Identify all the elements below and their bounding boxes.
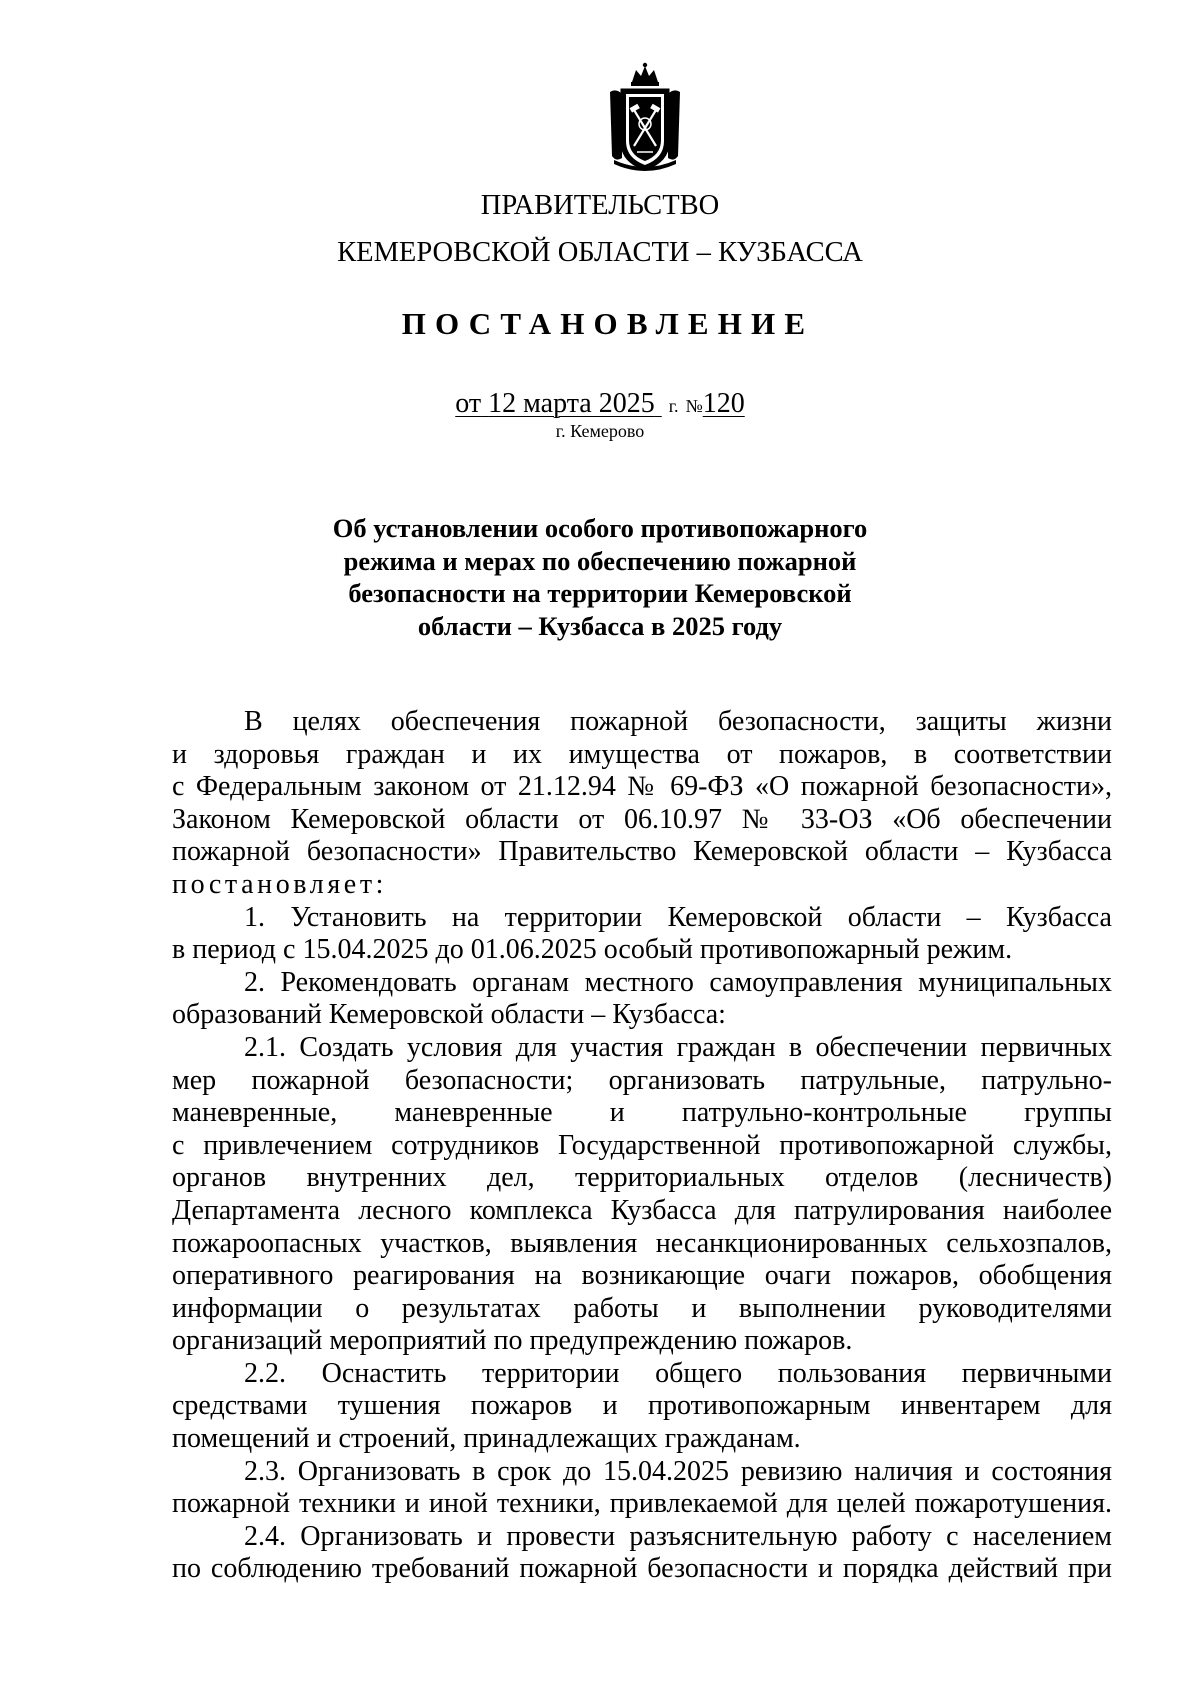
decree-subject xyxy=(300,512,900,642)
body-line: маневренные, маневренные и патрульно-контрольные группы xyxy=(172,1097,1112,1129)
body-line: по соблюдению требований пожарной безопасности и порядка действий при xyxy=(172,1553,1112,1585)
government-name-line1: ПРАВИТЕЛЬСТВО xyxy=(480,190,720,221)
body-line: 2.4. Организовать и провести разъяснительную работу с населением xyxy=(244,1520,1112,1552)
body-line: пожарной техники и иной техники, привлекаемой для целей пожаротушения. xyxy=(172,1488,1112,1520)
body-line: с привлечением сотрудников Государственной противопожарной службы, xyxy=(172,1129,1112,1161)
body-line: Департамента лесного комплекса Кузбасса для патрулирования наиболее xyxy=(172,1194,1112,1226)
subject-line: безопасности на территории Кемеровской xyxy=(348,578,852,608)
body-line: органов внутренних дел, территориальных отделов (лесничеств) xyxy=(172,1162,1112,1194)
government-name-line2: КЕМЕРОВСКОЙ ОБЛАСТИ – КУЗБАССА xyxy=(337,237,863,268)
decree-date-line xyxy=(0,390,1200,418)
body-line: пожарной безопасности» Правительство Кемеровской области – Кузбасса xyxy=(172,836,1112,868)
body-line: 1. Установить на территории Кемеровской области – Кузбасса xyxy=(244,901,1112,933)
body-line: Законом Кемеровской области от 06.10.97 № 33-ОЗ «Об обеспечении xyxy=(172,803,1112,835)
body-line: с Федеральным законом от 21.12.94 № 69-ФЗ «О пожарной безопасности», xyxy=(172,771,1112,803)
body-line: информации о результатах работы и выполнении руководителями xyxy=(172,1292,1112,1324)
coat-of-arms-icon xyxy=(606,62,684,172)
body-line-decrees: постановляет: xyxy=(172,868,388,900)
body-line: средствами тушения пожаров и противопожарным инвентарем для xyxy=(172,1390,1112,1422)
body-line: мер пожарной безопасности; организовать патрульные, патрульно- xyxy=(172,1064,1112,1096)
body-line: оперативного реагирования на возникающие очаги пожаров, обобщения xyxy=(172,1260,1112,1292)
decree-date-prefix: от xyxy=(455,388,482,419)
body-line: образований Кемеровской области – Кузбасса: xyxy=(172,999,726,1031)
city-name: г. Кемерово xyxy=(555,421,645,441)
subject-line: режима и мерах по обеспечению пожарной xyxy=(343,545,857,576)
subject-line: Об установлении особого противопожарного xyxy=(332,513,868,543)
number-sign: № xyxy=(685,396,703,416)
body-line: 2.3. Организовать в срок до 15.04.2025 ревизию наличия и состояния xyxy=(244,1455,1112,1487)
body-line: 2.2. Оснастить территории общего пользования первичными xyxy=(244,1357,1112,1389)
body-line: 2. Рекомендовать органам местного самоуправления муниципальных xyxy=(244,966,1112,998)
body-line: пожароопасных участков, выявления несанкционированных сельхозпалов, xyxy=(172,1227,1112,1259)
body-line: организаций мероприятий по предупреждению пожаров. xyxy=(172,1325,853,1357)
body-line: в период с 15.04.2025 до 01.06.2025 особый противопожарный режим. xyxy=(172,934,1013,966)
document-type-title: ПОСТАНОВЛЕНИЕ xyxy=(401,306,815,341)
year-suffix: г. xyxy=(668,396,679,416)
body-line: помещений и строений, принадлежащих гражданам. xyxy=(172,1423,801,1455)
decree-body xyxy=(172,706,1112,1586)
body-line: В целях обеспечения пожарной безопасности, защиты жизни xyxy=(244,706,1112,737)
decree-date: 12 марта 2025 xyxy=(488,388,655,419)
body-line: 2.1. Создать условия для участия граждан в обеспечении первичных xyxy=(244,1031,1112,1063)
subject-line: области – Кузбасса в 2025 году xyxy=(417,610,783,641)
decree-number: 120 xyxy=(702,388,745,419)
body-line: и здоровья граждан и их имущества от пожаров, в соответствии xyxy=(172,738,1112,770)
